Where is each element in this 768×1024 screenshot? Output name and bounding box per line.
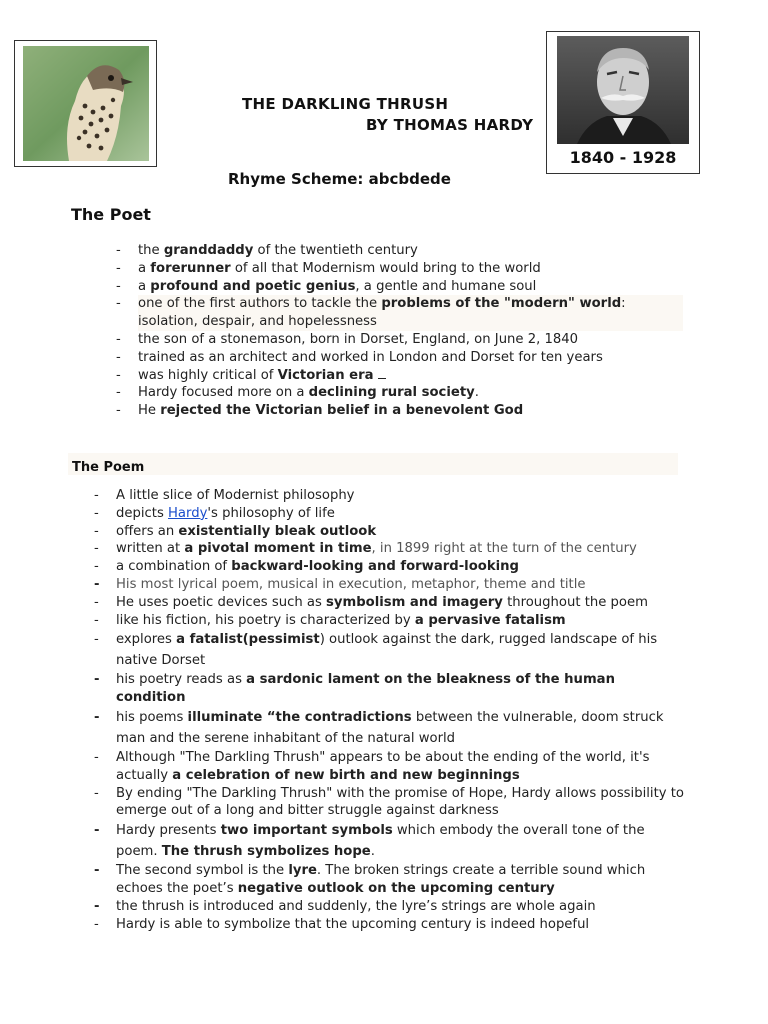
bold-text: two important symbols — [220, 823, 393, 839]
bold-text: The thrush symbolizes hope — [161, 844, 371, 860]
bold-text: a pivotal moment in time — [184, 541, 372, 557]
text-run: of the twentieth century — [253, 243, 418, 258]
list-item — [116, 612, 686, 630]
list-item — [116, 487, 686, 505]
list-item — [138, 295, 683, 331]
poem-heading-band — [68, 453, 678, 475]
text-run: He — [138, 403, 161, 419]
text-run: . — [370, 844, 375, 860]
text-run: , a gentle and humane soul — [355, 278, 537, 294]
text-run: the son of a stonemason, born in Dorset, England, on June 2, 1840 — [138, 331, 579, 347]
text-run: Hardy presents — [116, 823, 221, 839]
bold-text: backward-looking and forward-looking — [231, 559, 519, 575]
bold-text: a pervasive fatalism — [414, 612, 566, 628]
list-item — [138, 367, 683, 385]
bold-text: symbolism and imagery — [326, 594, 503, 610]
text-run: his poetry reads as — [116, 672, 247, 688]
text-run: His most lyrical poem, musical in execution, metaphor, theme and title — [116, 576, 586, 592]
text-run: the — [138, 243, 164, 258]
poet-section-heading: The Poet — [71, 205, 151, 224]
text-run: offers an — [116, 523, 179, 539]
bold-text: profound and poetic genius — [150, 278, 356, 294]
text-run: 's philosophy of life — [207, 505, 335, 521]
list-item — [116, 594, 686, 612]
text-run: written at — [116, 541, 185, 557]
text-run: the thrush is introduced and suddenly, the lyre’s strings are whole again — [116, 898, 596, 914]
text-run: trained as an architect and worked in London and Dorset for ten years — [138, 349, 603, 365]
text-run: He uses poetic devices such as — [116, 594, 327, 610]
text-run: one of the first authors to tackle the — [138, 296, 382, 312]
poem-section-heading: The Poem — [72, 460, 145, 475]
bold-text: a celebration of new birth and new beginnings — [172, 767, 520, 783]
list-item — [138, 260, 683, 278]
list-item — [138, 402, 683, 420]
text-run: which embody the overall tone of the poem. — [116, 823, 645, 860]
list-item — [116, 671, 686, 707]
bold-text: existentially bleak outlook — [178, 523, 377, 539]
text-run: his poems — [116, 709, 188, 725]
text-run: throughout the poem — [502, 594, 648, 610]
list-item — [138, 242, 683, 260]
poem-author-line: BY THOMAS HARDY — [366, 116, 534, 134]
list-item — [138, 349, 683, 367]
bold-text: declining rural society — [308, 385, 475, 401]
bird-image-frame — [14, 40, 157, 167]
bold-text: problems of the "modern" world — [381, 296, 622, 312]
bold-text: Victorian era — [277, 367, 374, 383]
bold-text: forerunner — [150, 260, 231, 276]
text-run: Hardy focused more on a — [138, 385, 309, 401]
text-run: was highly critical of — [138, 367, 278, 383]
bold-text: a fatalist(pessimist — [176, 632, 320, 648]
text-run: . — [474, 385, 479, 401]
poet-portrait-frame — [546, 31, 700, 174]
text-run: of all that Modernism would bring to the world — [230, 260, 541, 276]
text-run: a — [138, 260, 151, 276]
list-item — [116, 707, 686, 749]
list-item — [116, 749, 686, 785]
text-run: By ending "The Darkling Thrush" with the promise of Hope, Hardy allows possibility to emerge out of a long and bitter struggle against darkness — [116, 785, 684, 819]
text-run: a combination of — [116, 559, 232, 575]
poet-dates: 1840 - 1928 — [569, 148, 677, 167]
bold-text: granddaddy — [163, 243, 254, 258]
text-run: depicts — [116, 505, 169, 521]
thomas-hardy-portrait-image — [557, 36, 689, 144]
list-item — [116, 785, 686, 821]
text-run: . The broken strings create a terrible sound which echoes the poet’s — [116, 863, 646, 896]
poem-title: THE DARKLING THRUSH — [242, 95, 449, 113]
list-item — [116, 898, 686, 916]
text-run: explores — [116, 632, 177, 648]
text-run: A little slice of Modernist philosophy — [116, 488, 355, 503]
text-run: : isolation, despair, and hopelessness — [138, 296, 626, 330]
list-item — [138, 331, 683, 349]
poet-bullet-list — [138, 242, 683, 420]
text-run: , in 1899 right at the turn of the century — [371, 541, 637, 557]
rhyme-scheme: Rhyme Scheme: abcbdede — [228, 170, 451, 188]
list-item — [116, 916, 686, 934]
text-run: The second symbol is the — [116, 863, 289, 879]
text-run: Hardy is able to symbolize that the upcoming century is indeed hopeful — [116, 916, 590, 932]
bold-text: negative outlook on the upcoming century — [237, 880, 555, 896]
list-item — [116, 820, 686, 862]
text-run: like his fiction, his poetry is characterized by — [116, 612, 415, 628]
text-run: a — [138, 278, 151, 294]
list-item — [116, 523, 686, 541]
poem-bullet-list — [116, 487, 686, 933]
bold-text: lyre — [288, 863, 317, 879]
list-item — [116, 629, 686, 671]
bold-text: a sardonic lament on the bleakness of the human condition — [116, 672, 615, 706]
list-item — [116, 505, 686, 523]
bold-text: illuminate “the contradictions — [187, 709, 412, 725]
text-run: ) outlook against the dark, rugged landscape of his native Dorset — [116, 632, 658, 669]
thrush-bird-image — [23, 46, 149, 161]
list-item — [116, 558, 686, 576]
list-item — [116, 540, 686, 558]
text-run: Although "The Darkling Thrush" appears to be about the ending of the world, it's actually — [116, 749, 650, 783]
list-item — [138, 278, 683, 296]
bold-text: rejected the Victorian belief in a benevolent God — [160, 403, 524, 419]
list-item — [138, 384, 683, 402]
list-item — [116, 862, 686, 898]
list-item — [116, 576, 686, 594]
text-run: between the vulnerable, doom struck man and the serene inhabitant of the natural world — [116, 709, 664, 746]
text-cursor — [378, 367, 386, 379]
hardy-link[interactable]: Hardy — [168, 505, 208, 521]
